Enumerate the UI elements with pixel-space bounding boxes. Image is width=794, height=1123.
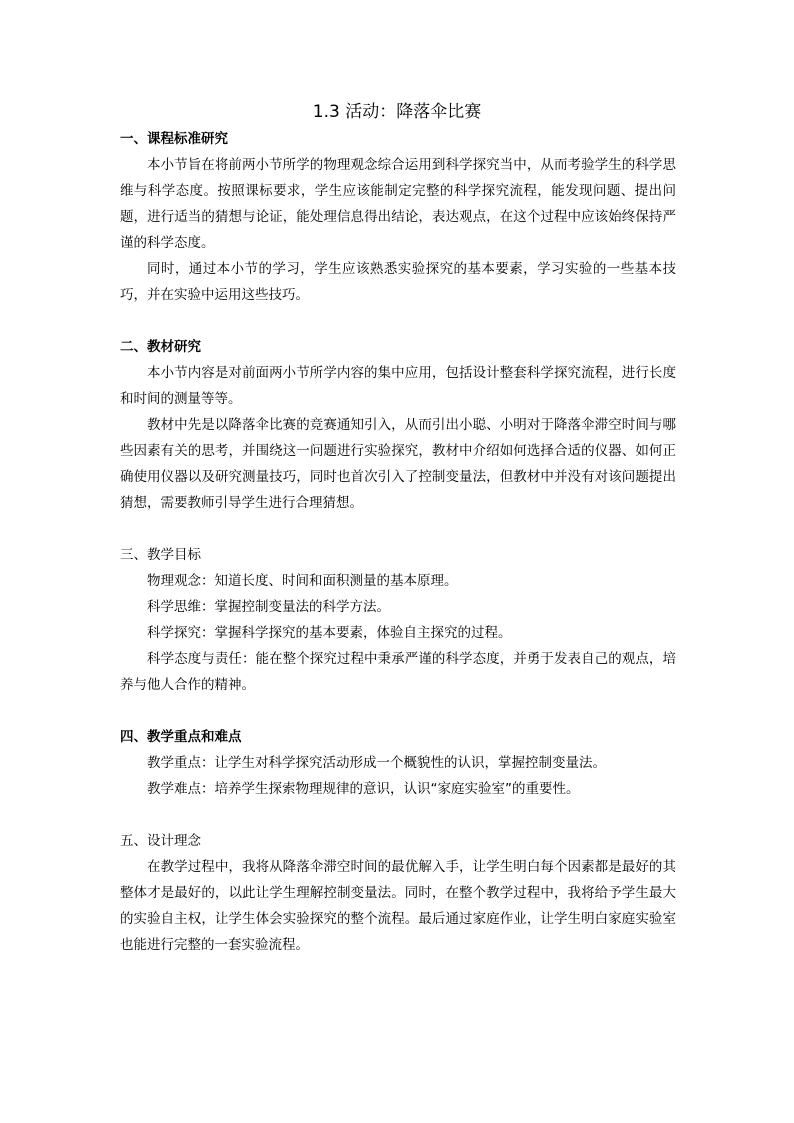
paragraph: 科学探究：掌握科学探究的基本要素，体验自主探究的过程。 [147, 625, 512, 641]
section-key-points [120, 724, 676, 802]
section-curriculum-standards [120, 126, 676, 308]
paragraph: 教学难点：培养学生探索物理规律的意识，认识“家庭实验室”的重要性。 [147, 781, 580, 797]
paragraph: 科学思维：掌握控制变量法的科学方法。 [147, 599, 390, 615]
section-heading: 五、设计理念 [120, 833, 201, 849]
section-teaching-goals [120, 542, 676, 698]
section-design-philosophy [120, 828, 676, 958]
paragraph: 教学重点：让学生对科学探究活动形成一个概貌性的认识，掌握控制变量法。 [147, 755, 606, 771]
document-title: 1.3 活动：降落伞比赛 [312, 102, 482, 122]
paragraph: 同时，通过本小节的学习，学生应该熟悉实验探究的基本要素，学习实验的一些基本技巧，并在实验中运用这些技巧。 [120, 261, 676, 303]
section-heading: 二、教材研究 [120, 339, 201, 355]
section-heading: 四、教学重点和难点 [120, 729, 242, 745]
paragraph: 本小节内容是对前面两小节所学内容的集中应用，包括设计整套科学探究流程，进行长度和时间的测量等等。 [120, 365, 676, 407]
section-spacer [120, 516, 676, 542]
section-heading: 三、教学目标 [120, 547, 201, 563]
paragraph: 科学态度与责任：能在整个探究过程中秉承严谨的科学态度，并勇于发表自己的观点，培养与他人合作的精神。 [120, 651, 676, 693]
paragraph: 本小节旨在将前两小节所学的物理观念综合运用到科学探究当中，从而考验学生的科学思维与科学态度。按照课标要求，学生应该能制定完整的科学探究流程，能发现问题、提出问题，进行适当的猜想与论证，能处理信息得出结论，表达观点，在这个过程中应该始终保持严谨的科学态度。 [120, 157, 676, 251]
section-heading: 一、课程标准研究 [120, 131, 228, 147]
document-body [120, 126, 676, 958]
section-spacer [120, 802, 676, 828]
section-textbook-study [120, 334, 676, 516]
section-spacer [120, 308, 676, 334]
section-spacer [120, 698, 676, 724]
paragraph: 在教学过程中，我将从降落伞滞空时间的最优解入手，让学生明白每个因素都是最好的其整体才是最好的，以此让学生理解控制变量法。同时，在整个教学过程中，我将给予学生最大的实验自主权，让学生体会实验探究的整个流程。最后通过家庭作业，让学生明白家庭实验室也能进行完整的一套实验流程。 [120, 859, 676, 953]
paragraph: 教材中先是以降落伞比赛的竞赛通知引入，从而引出小聪、小明对于降落伞滞空时间与哪些因素有关的思考，并围绕这一问题进行实验探究，教材中介绍如何选择合适的仪器、如何正确使用仪器以及研究测量技巧，同时也首次引入了控制变量法，但教材中并没有对该问题提出猜想，需要教师引导学生进行合理猜想。 [120, 417, 676, 511]
paragraph: 物理观念：知道长度、时间和面积测量的基本原理。 [147, 573, 458, 589]
